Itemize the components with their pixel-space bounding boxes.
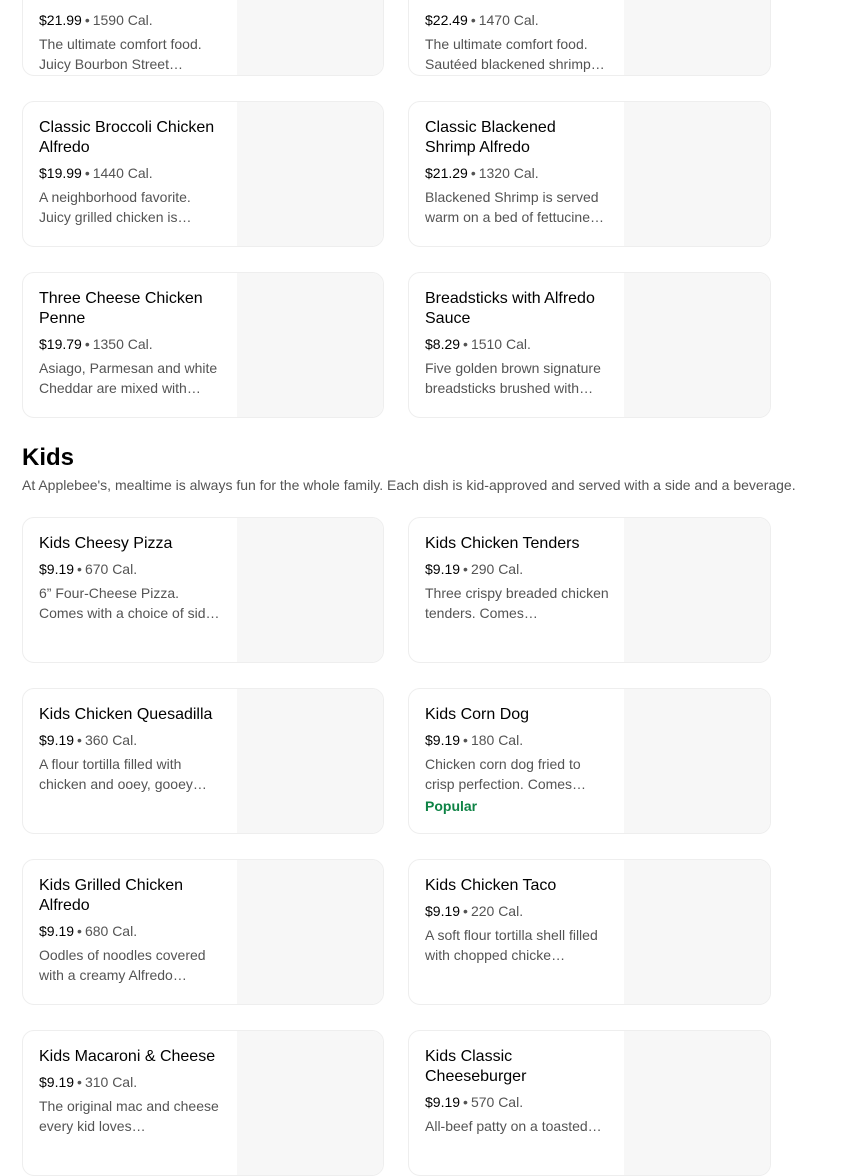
menu-item-calories: 290 Cal. bbox=[470, 561, 524, 577]
popular-badge: Popular bbox=[425, 798, 478, 814]
menu-item-price: $9.19 bbox=[39, 561, 75, 577]
separator-dot: • bbox=[463, 1094, 468, 1110]
menu-item-description: A neighborhood favorite. Juicy grilled chicken is… bbox=[39, 189, 192, 225]
menu-item-name: Kids Chicken Tenders bbox=[425, 535, 580, 552]
menu-item-info bbox=[425, 705, 609, 816]
menu-item-price-line bbox=[39, 10, 223, 30]
menu-item-price-line bbox=[39, 163, 223, 183]
separator-dot: • bbox=[84, 165, 90, 181]
menu-item-price: $21.99 bbox=[39, 12, 82, 28]
menu-item-info bbox=[425, 1047, 609, 1156]
menu-item-info bbox=[39, 0, 223, 74]
section-description: At Applebee's, mealtime is always fun for the whole family. Each dish is kid-approved and served with a side and a beverage. bbox=[22, 477, 796, 493]
menu-item-calories: 670 Cal. bbox=[84, 561, 138, 577]
menu-item-price-line bbox=[39, 730, 223, 750]
menu-item-price: $19.99 bbox=[39, 165, 82, 181]
menu-item-info bbox=[425, 876, 609, 965]
menu-item-description: Five golden brown signature breadsticks brushed with… bbox=[425, 360, 601, 396]
separator-dot: • bbox=[470, 12, 476, 28]
menu-item-price-line bbox=[425, 901, 609, 921]
menu-item-name: Kids Chicken Quesadilla bbox=[39, 706, 213, 723]
menu-item-calories: 1320 Cal. bbox=[478, 165, 539, 181]
menu-item-image[interactable] bbox=[237, 273, 383, 417]
menu-item-image[interactable] bbox=[624, 518, 770, 662]
menu-item-description: 6” Four-Cheese Pizza. Comes with a choice of sid… bbox=[39, 585, 220, 621]
menu-item-card[interactable] bbox=[22, 101, 384, 247]
menu-item-image[interactable] bbox=[237, 0, 383, 75]
menu-item-card[interactable] bbox=[408, 0, 771, 76]
menu-item-price: $9.19 bbox=[39, 732, 75, 748]
menu-item-calories: 180 Cal. bbox=[470, 732, 524, 748]
menu-item-image[interactable] bbox=[237, 518, 383, 662]
menu-item-calories: 1440 Cal. bbox=[92, 165, 153, 181]
menu-item-image[interactable] bbox=[624, 1031, 770, 1175]
menu-item-description: A soft flour tortilla shell filled with chopped chicke… bbox=[425, 927, 598, 963]
menu-item-price-line bbox=[425, 559, 609, 579]
menu-item-description: Chicken corn dog fried to crisp perfection. Comes… bbox=[425, 756, 587, 792]
menu-item-name: Three Cheese Chicken Penne bbox=[39, 290, 203, 327]
menu-item-price-line bbox=[39, 559, 223, 579]
menu-item-info bbox=[425, 534, 609, 623]
menu-item-name: Kids Grilled Chicken Alfredo bbox=[39, 877, 184, 914]
menu-item-card[interactable] bbox=[408, 859, 771, 1005]
menu-item-info bbox=[39, 534, 223, 623]
menu-item-card[interactable] bbox=[408, 272, 771, 418]
menu-item-name: Kids Cheesy Pizza bbox=[39, 535, 173, 552]
menu-item-price: $9.19 bbox=[39, 923, 75, 939]
menu-item-price-line bbox=[39, 334, 223, 354]
menu-item-name: Kids Corn Dog bbox=[425, 706, 530, 723]
menu-item-price: $9.19 bbox=[425, 561, 461, 577]
separator-dot: • bbox=[77, 923, 82, 939]
menu-item-info bbox=[39, 876, 223, 985]
menu-item-info bbox=[39, 289, 223, 398]
separator-dot: • bbox=[463, 903, 468, 919]
menu-item-card[interactable] bbox=[408, 688, 771, 834]
menu-item-card[interactable] bbox=[22, 0, 384, 76]
menu-item-price-line bbox=[425, 334, 609, 354]
menu-item-calories: 1470 Cal. bbox=[478, 12, 539, 28]
menu-item-calories: 310 Cal. bbox=[84, 1074, 138, 1090]
separator-dot: • bbox=[463, 561, 468, 577]
menu-item-price: $22.49 bbox=[425, 12, 468, 28]
menu-item-info bbox=[425, 0, 609, 74]
menu-item-price: $8.29 bbox=[425, 336, 461, 352]
menu-item-description: A flour tortilla filled with chicken and ooey, gooey… bbox=[39, 756, 207, 792]
menu-item-image[interactable] bbox=[624, 689, 770, 833]
menu-item-description: Oodles of noodles covered with a creamy Alfredo… bbox=[39, 947, 206, 983]
menu-item-description: The ultimate comfort food. Sautéed blackened shrimp… bbox=[425, 36, 605, 72]
separator-dot: • bbox=[470, 165, 476, 181]
menu-item-name: Breadsticks with Alfredo Sauce bbox=[425, 290, 595, 327]
menu-item-calories: 680 Cal. bbox=[84, 923, 138, 939]
separator-dot: • bbox=[77, 732, 82, 748]
separator-dot: • bbox=[463, 336, 468, 352]
separator-dot: • bbox=[77, 561, 82, 577]
menu-item-calories: 1350 Cal. bbox=[92, 336, 153, 352]
menu-item-image[interactable] bbox=[624, 0, 770, 75]
menu-item-image[interactable] bbox=[237, 689, 383, 833]
menu-item-description: The original mac and cheese every kid loves… bbox=[39, 1098, 219, 1134]
menu-item-info bbox=[425, 289, 609, 398]
menu-item-description: Asiago, Parmesan and white Cheddar are mixed with… bbox=[39, 360, 218, 396]
menu-item-card[interactable] bbox=[22, 517, 384, 663]
menu-item-name: Kids Chicken Taco bbox=[425, 877, 557, 894]
menu-item-card[interactable] bbox=[22, 859, 384, 1005]
menu-item-image[interactable] bbox=[624, 860, 770, 1004]
menu-item-name: Kids Classic Cheeseburger bbox=[425, 1048, 527, 1085]
menu-item-price-line bbox=[39, 921, 223, 941]
menu-item-card[interactable] bbox=[408, 101, 771, 247]
menu-item-image[interactable] bbox=[237, 860, 383, 1004]
separator-dot: • bbox=[77, 1074, 82, 1090]
menu-item-info bbox=[39, 705, 223, 794]
menu-item-price: $9.19 bbox=[425, 903, 461, 919]
menu-item-calories: 1590 Cal. bbox=[92, 12, 153, 28]
menu-item-info bbox=[39, 118, 223, 227]
menu-item-name: Kids Macaroni & Cheese bbox=[39, 1048, 216, 1065]
menu-item-calories: 360 Cal. bbox=[84, 732, 138, 748]
menu-item-calories: 1510 Cal. bbox=[470, 336, 531, 352]
menu-item-card[interactable] bbox=[22, 272, 384, 418]
menu-item-price-line bbox=[425, 1092, 609, 1112]
menu-item-description: All-beef patty on a toasted… bbox=[425, 1118, 602, 1134]
menu-item-calories: 220 Cal. bbox=[470, 903, 524, 919]
menu-item-price-line bbox=[39, 1072, 223, 1092]
menu-item-card[interactable] bbox=[22, 1030, 384, 1176]
menu-item-price: $19.79 bbox=[39, 336, 82, 352]
menu-item-description: Blackened Shrimp is served warm on a bed of fettucine… bbox=[425, 189, 604, 225]
menu-item-name: Classic Broccoli Chicken Alfredo bbox=[39, 119, 215, 156]
menu-item-price: $9.19 bbox=[39, 1074, 75, 1090]
menu-item-description: Three crispy breaded chicken tenders. Comes… bbox=[425, 585, 609, 621]
menu-item-info bbox=[425, 118, 609, 227]
menu-item-price: $9.19 bbox=[425, 732, 461, 748]
menu-item-card[interactable] bbox=[408, 1030, 771, 1176]
menu-item-price: $21.29 bbox=[425, 165, 468, 181]
section-title: Kids bbox=[22, 444, 75, 471]
menu-item-card[interactable] bbox=[22, 688, 384, 834]
menu-item-card[interactable] bbox=[408, 517, 771, 663]
separator-dot: • bbox=[84, 336, 90, 352]
menu-item-name: Classic Blackened Shrimp Alfredo bbox=[425, 119, 556, 156]
separator-dot: • bbox=[84, 12, 90, 28]
menu-item-info bbox=[39, 1047, 223, 1136]
menu-item-price-line bbox=[425, 10, 609, 30]
separator-dot: • bbox=[463, 732, 468, 748]
menu-item-price-line bbox=[425, 730, 609, 750]
menu-item-image[interactable] bbox=[237, 1031, 383, 1175]
menu-item-price-line bbox=[425, 163, 609, 183]
menu-item-description: The ultimate comfort food. Juicy Bourbon Street… bbox=[39, 36, 202, 72]
menu-item-calories: 570 Cal. bbox=[470, 1094, 524, 1110]
menu-item-image[interactable] bbox=[624, 102, 770, 246]
menu-item-image[interactable] bbox=[237, 102, 383, 246]
menu-item-image[interactable] bbox=[624, 273, 770, 417]
menu-item-price: $9.19 bbox=[425, 1094, 461, 1110]
